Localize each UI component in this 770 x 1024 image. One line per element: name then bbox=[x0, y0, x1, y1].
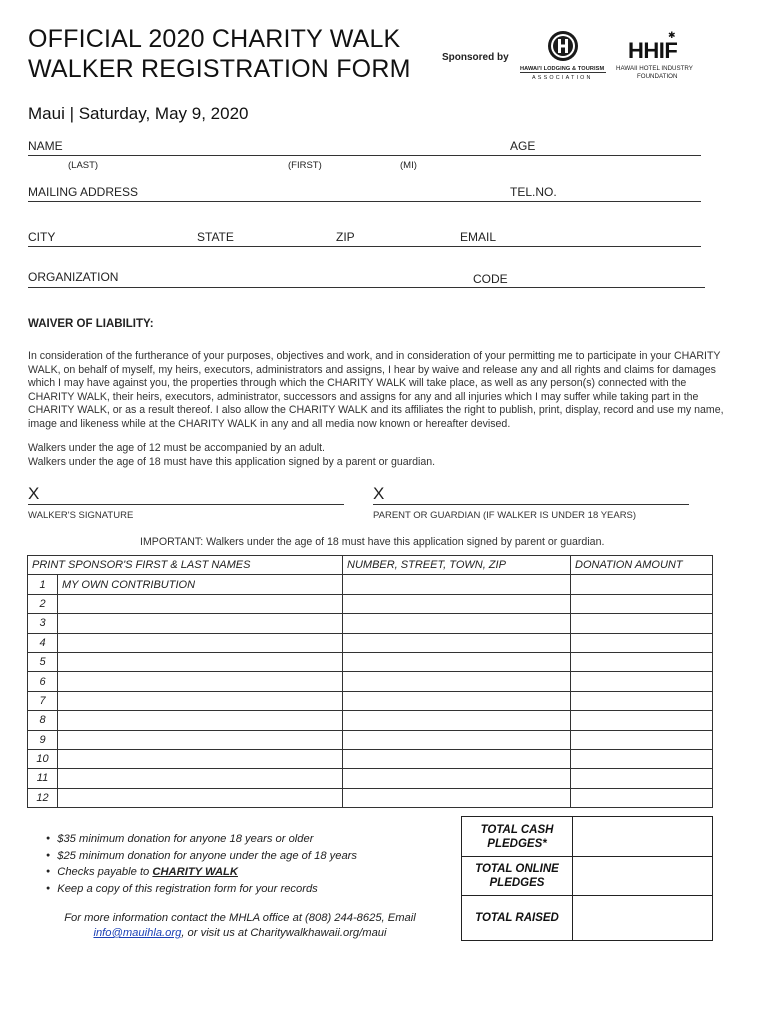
middle-initial-hint: (MI) bbox=[400, 160, 417, 171]
row-number: 7 bbox=[28, 691, 58, 710]
donation-amount-cell[interactable] bbox=[571, 769, 713, 788]
row-number: 5 bbox=[28, 652, 58, 671]
donation-amount-cell[interactable] bbox=[571, 633, 713, 652]
sponsor-name-cell[interactable] bbox=[58, 788, 343, 807]
sponsor-name-cell[interactable] bbox=[58, 652, 343, 671]
table-row bbox=[28, 672, 713, 691]
sponsor-name-cell[interactable] bbox=[58, 749, 343, 768]
state-label: STATE bbox=[197, 230, 234, 244]
hlta-divider bbox=[520, 72, 606, 73]
form-title-line2: WALKER REGISTRATION FORM bbox=[28, 55, 411, 83]
table-row bbox=[28, 633, 713, 652]
donation-amount-cell[interactable] bbox=[571, 594, 713, 613]
email-label: EMAIL bbox=[460, 230, 497, 244]
donation-amount-cell[interactable] bbox=[571, 652, 713, 671]
contact-line2 bbox=[40, 926, 440, 941]
walker-signature-line[interactable] bbox=[28, 504, 344, 505]
guardian-signature-x: X bbox=[373, 484, 385, 503]
row-number: 2 bbox=[28, 594, 58, 613]
sponsor-name-cell[interactable] bbox=[58, 769, 343, 788]
sponsor-address-cell[interactable] bbox=[343, 633, 571, 652]
hlta-logo-line2: ASSOCIATION bbox=[532, 75, 593, 81]
organization-line[interactable] bbox=[28, 287, 705, 288]
row-number: 3 bbox=[28, 614, 58, 633]
checks-payable-text: Checks payable to bbox=[57, 866, 153, 879]
email-link[interactable]: info@mauihla.org bbox=[93, 927, 182, 939]
age-note-12: Walkers under the age of 12 must be accompanied by an adult. bbox=[28, 442, 325, 454]
donation-amount-header: DONATION AMOUNT bbox=[571, 556, 713, 575]
table-row bbox=[28, 594, 713, 613]
donation-amount-cell[interactable] bbox=[571, 749, 713, 768]
star-icon: ✱ bbox=[668, 30, 676, 40]
total-cash-line1: TOTAL CASH bbox=[480, 823, 554, 836]
sponsor-address-cell[interactable] bbox=[343, 730, 571, 749]
total-online-value[interactable] bbox=[573, 857, 713, 896]
walker-signature-x: X bbox=[28, 484, 40, 503]
hlta-logo bbox=[516, 28, 610, 84]
row-number: 12 bbox=[28, 788, 58, 807]
row-number: 11 bbox=[28, 769, 58, 788]
guardian-signature-line[interactable] bbox=[373, 504, 689, 505]
table-row bbox=[28, 614, 713, 633]
hlta-emblem-icon bbox=[516, 28, 610, 68]
hhif-logo bbox=[614, 30, 710, 84]
donation-amount-cell[interactable] bbox=[571, 614, 713, 633]
list-item: ● $35 minimum donation for anyone 18 years or older bbox=[46, 832, 357, 849]
totals-table bbox=[461, 816, 713, 941]
total-cash-line2: PLEDGES* bbox=[487, 837, 547, 850]
contact-line1: For more information contact the MHLA office at (808) 244-8625, Email bbox=[64, 912, 416, 924]
last-name-hint: (LAST) bbox=[68, 160, 99, 171]
hhif-logo-line2: FOUNDATION bbox=[637, 73, 678, 80]
sponsor-name-cell[interactable] bbox=[58, 614, 343, 633]
sponsor-name-cell[interactable] bbox=[58, 711, 343, 730]
sponsor-address-cell[interactable] bbox=[343, 672, 571, 691]
code-label: CODE bbox=[473, 272, 508, 286]
table-row bbox=[28, 711, 713, 730]
row-number: 6 bbox=[28, 672, 58, 691]
total-raised-label: TOTAL RAISED bbox=[462, 896, 573, 941]
hhif-logo-line1: HAWAII HOTEL INDUSTRY bbox=[616, 65, 693, 72]
donation-amount-cell[interactable] bbox=[571, 711, 713, 730]
sponsor-table-header bbox=[28, 556, 713, 575]
hhif-mark: HHIF bbox=[628, 38, 678, 63]
age-note-18: Walkers under the age of 18 must have this application signed by a parent or guardian. bbox=[28, 455, 436, 468]
row-number: 9 bbox=[28, 730, 58, 749]
table-row bbox=[28, 691, 713, 710]
row-number: 10 bbox=[28, 749, 58, 768]
sponsor-name-header: PRINT SPONSOR'S FIRST & LAST NAMES bbox=[28, 556, 343, 575]
sponsored-by-label: Sponsored by bbox=[442, 52, 509, 63]
sponsor-address-cell[interactable] bbox=[343, 788, 571, 807]
name-line[interactable] bbox=[28, 155, 701, 156]
contact-website-text: , or visit us at Charitywalkhawaii.org/maui bbox=[181, 927, 387, 939]
charity-walk-payee: CHARITY WALK bbox=[152, 866, 238, 879]
table-row bbox=[28, 575, 713, 594]
sponsor-name-cell[interactable] bbox=[58, 594, 343, 613]
organization-label: ORGANIZATION bbox=[28, 270, 119, 284]
tel-label: TEL.NO. bbox=[510, 185, 557, 199]
total-cash-label bbox=[462, 817, 573, 857]
sponsor-address-cell[interactable] bbox=[343, 594, 571, 613]
sponsor-name-cell[interactable] bbox=[58, 691, 343, 710]
address-line[interactable] bbox=[28, 201, 701, 202]
mailing-address-label: MAILING ADDRESS bbox=[28, 185, 139, 199]
row-number: 8 bbox=[28, 711, 58, 730]
total-online-label bbox=[462, 857, 573, 896]
walker-signature-label: WALKER'S SIGNATURE bbox=[28, 510, 134, 521]
donation-amount-cell[interactable] bbox=[571, 730, 713, 749]
donation-amount-cell[interactable] bbox=[571, 788, 713, 807]
hlta-logo-line1: HAWAI'I LODGING & TOURISM bbox=[520, 66, 605, 72]
zip-label: ZIP bbox=[336, 230, 355, 244]
sponsor-name-cell[interactable]: MY OWN CONTRIBUTION bbox=[58, 575, 343, 594]
event-subtitle: Maui | Saturday, May 9, 2020 bbox=[28, 104, 249, 123]
first-name-hint: (FIRST) bbox=[288, 160, 322, 171]
sponsor-address-cell[interactable] bbox=[343, 711, 571, 730]
table-row bbox=[28, 769, 713, 788]
list-item bbox=[46, 865, 357, 882]
donation-amount-cell[interactable] bbox=[571, 575, 713, 594]
table-row bbox=[28, 788, 713, 807]
donation-notes bbox=[46, 832, 357, 898]
city-line[interactable] bbox=[28, 246, 701, 247]
total-cash-value[interactable] bbox=[573, 817, 713, 857]
table-row bbox=[28, 730, 713, 749]
sponsor-address-cell[interactable] bbox=[343, 652, 571, 671]
sponsor-table bbox=[27, 555, 713, 808]
table-row bbox=[28, 749, 713, 768]
list-item: ● $25 minimum donation for anyone under the age of 18 years bbox=[46, 849, 357, 866]
donation-amount-cell[interactable] bbox=[571, 691, 713, 710]
sponsor-name-cell[interactable] bbox=[58, 633, 343, 652]
contact-info bbox=[40, 911, 440, 941]
age-label: AGE bbox=[510, 139, 536, 153]
city-label: CITY bbox=[28, 230, 56, 244]
total-online-line1: TOTAL ONLINE bbox=[475, 863, 559, 875]
guardian-signature-label: PARENT OR GUARDIAN (IF WALKER IS UNDER 18 YEARS) bbox=[373, 510, 637, 521]
sponsor-address-header: NUMBER, STREET, TOWN, ZIP bbox=[343, 556, 571, 575]
row-number: 4 bbox=[28, 633, 58, 652]
sponsor-name-cell[interactable] bbox=[58, 730, 343, 749]
total-raised-value[interactable] bbox=[573, 896, 713, 941]
table-row bbox=[28, 652, 713, 671]
waiver-heading: WAIVER OF LIABILITY: bbox=[28, 318, 154, 330]
sponsor-address-cell[interactable] bbox=[343, 691, 571, 710]
name-label: NAME bbox=[28, 139, 63, 153]
sponsor-address-cell[interactable] bbox=[343, 749, 571, 768]
sponsor-address-cell[interactable] bbox=[343, 575, 571, 594]
form-title-line1: OFFICIAL 2020 CHARITY WALK bbox=[28, 25, 401, 53]
donation-amount-cell[interactable] bbox=[571, 672, 713, 691]
sponsor-address-cell[interactable] bbox=[343, 614, 571, 633]
sponsor-address-cell[interactable] bbox=[343, 769, 571, 788]
age-notes bbox=[28, 442, 435, 469]
list-item: ● Keep a copy of this registration form for your records bbox=[46, 882, 357, 899]
sponsor-name-cell[interactable] bbox=[58, 672, 343, 691]
important-note: IMPORTANT: Walkers under the age of 18 must have this application signed by parent or guardian. bbox=[140, 536, 605, 548]
waiver-body: In consideration of the furtherance of your purposes, objectives and work, and in consideration of your permitting me to participate in your CHARITY WALK, on behalf of myself, my heirs, executors, administrators and assigns, I hear by waive and release any and all rights and claims for damages which I may have against you, the properties through which the CHARITY WALK will take place, as well as any person(s) connected with the CHARITY WALK, their heirs, executors, administrator, successors and assigns for any and all injuries which I may suffer while taking part in the CHARITY WALK, or as a result thereof. I also allow the CHARITY WALK and its affiliates the right to publish, print, display, record and use my name, image and likeness while at the CHARITY WALK in any and all media now known or hereafter devised. bbox=[28, 350, 724, 430]
total-online-line2: PLEDGES bbox=[489, 877, 545, 889]
row-number: 1 bbox=[28, 575, 58, 594]
